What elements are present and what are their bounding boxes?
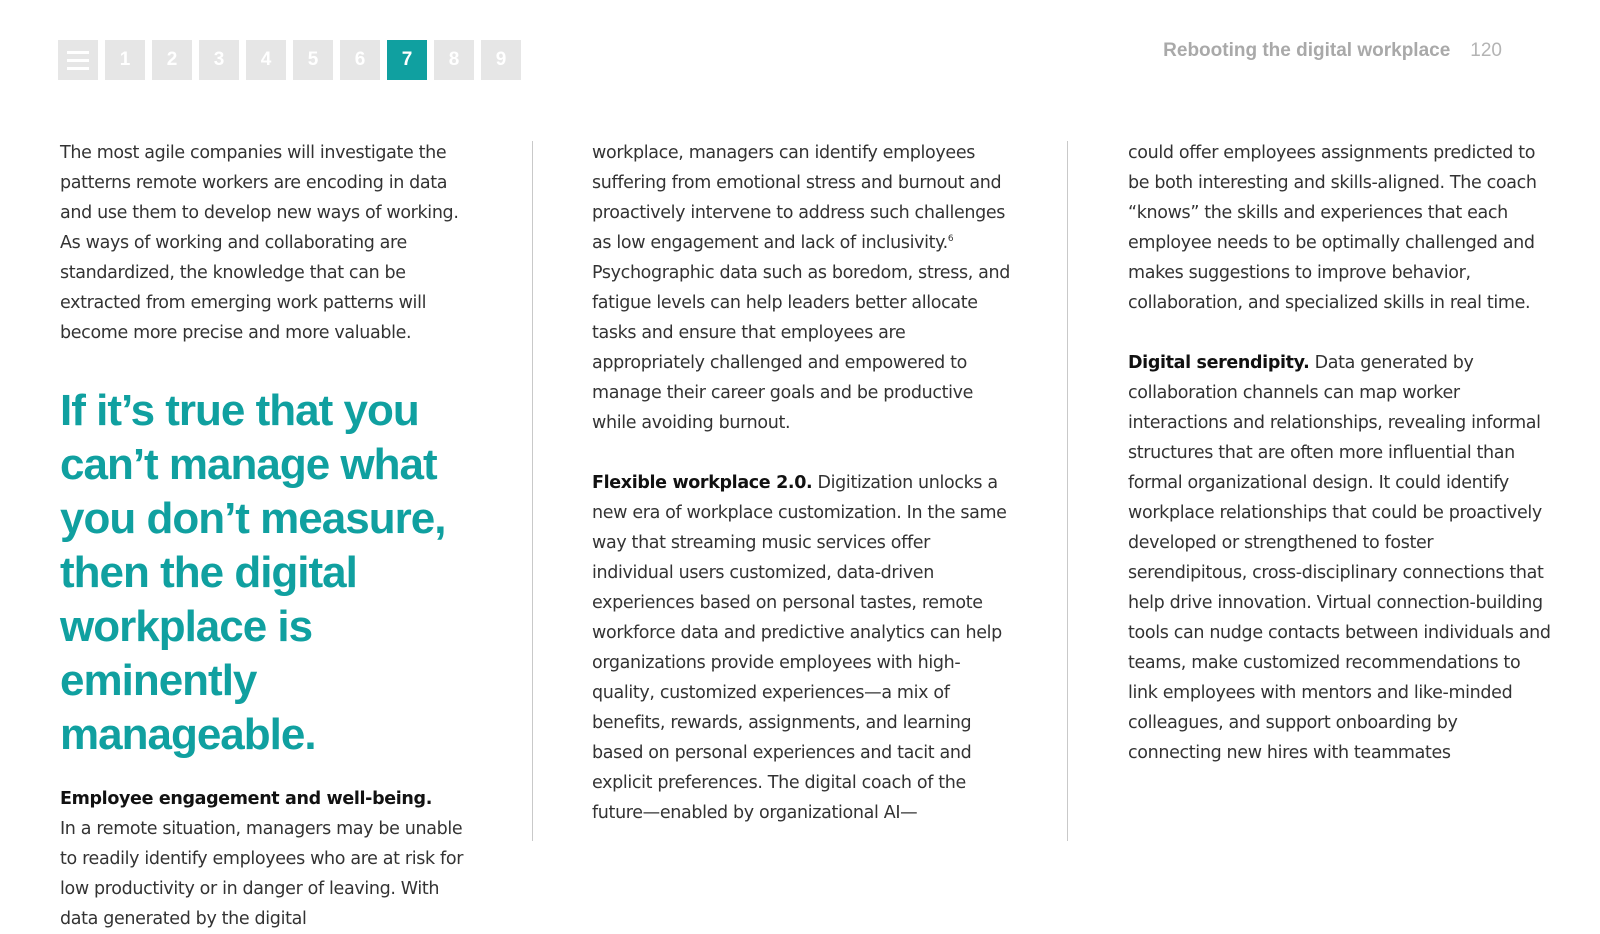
- page-button-7-active[interactable]: 7: [387, 40, 427, 80]
- section-heading-flexible: Flexible workplace 2.0.: [592, 473, 813, 493]
- page-button-8[interactable]: 8: [434, 40, 474, 80]
- engagement-paragraph: [60, 784, 478, 934]
- column-2: [592, 138, 1012, 828]
- section-heading-engagement: Employee engagement and well-being.: [60, 789, 433, 809]
- running-header: [1163, 40, 1502, 62]
- page-button-1[interactable]: 1: [105, 40, 145, 80]
- engagement-text: In a remote situation, managers may be unable to readily identify employees who are at risk for low productivity or in danger of leaving. With data generated by the digital: [60, 819, 464, 929]
- hamburger-menu-icon: [67, 51, 89, 70]
- wellbeing-paragraph: [592, 138, 1012, 438]
- paragraph-gap: [1128, 318, 1553, 348]
- page-button-3[interactable]: 3: [199, 40, 239, 80]
- page-button-4[interactable]: 4: [246, 40, 286, 80]
- page-button-5[interactable]: 5: [293, 40, 333, 80]
- flexible-workplace-paragraph: [592, 468, 1012, 828]
- page-button-6[interactable]: 6: [340, 40, 380, 80]
- coach-paragraph: could offer employees assignments predicted to be both interesting and skills-aligned. The coach “knows” the skills and experiences that each employee needs to be optimally challenged and makes suggestions to improve behavior, collaboration, and specialized skills in real time.: [1128, 143, 1537, 313]
- serendipity-text: Data generated by collaboration channels can map worker interactions and relationships, revealing informal structures that are often more influential than formal organizational design. It could identify workplace relationships that could be proactively developed or strengthened to foster serendipitous, cross-disciplinary connections that help drive innovation. Virtual connection-building tools can nudge contacts between individuals and teams, make customized recommendations to link employees with mentors and like-minded colleagues, and support onboarding by connecting new hires with teammates: [1128, 353, 1551, 763]
- wellbeing-text-a: workplace, managers can identify employees suffering from emotional stress and burnout and proactively intervene to address such challenges as low engagement and lack of inclusivity.: [592, 143, 1006, 253]
- pull-quote: If it’s true that you can’t manage what you don’t measure, then the digital workplace is eminently manageable.: [60, 386, 446, 759]
- page-navigation: [58, 40, 521, 80]
- flexible-text: Digitization unlocks a new era of workplace customization. In the same way that streaming music services offer individual users customized, data-driven experiences based on personal tastes, remote workforce data and predictive analytics can help organizations provide employees with high-quality, customized experiences—a mix of benefits, rewards, assignments, and learning based on personal experiences and tacit and explicit preferences. The digital coach of the future—enabled by organizational AI—: [592, 473, 1007, 823]
- wellbeing-text-b: Psychographic data such as boredom, stress, and fatigue levels can help leaders better allocate tasks and ensure that employees are appropriately challenged and empowered to manage their career goals and be productive while avoiding burnout.: [592, 263, 1011, 433]
- page-number: 120: [1470, 40, 1502, 61]
- column-divider: [532, 141, 533, 841]
- page-button-9[interactable]: 9: [481, 40, 521, 80]
- serendipity-paragraph: [1128, 348, 1553, 768]
- intro-paragraph: The most agile companies will investigate the patterns remote workers are encoding in data and use them to develop new ways of working. As ways of working and collaborating are standardized, the knowledge that can be extracted from emerging work patterns will become more precise and more valuable.: [60, 143, 459, 343]
- column-divider: [1067, 141, 1068, 841]
- footnote-ref[interactable]: 6: [947, 234, 954, 245]
- menu-button[interactable]: [58, 40, 98, 80]
- document-title: Rebooting the digital workplace: [1163, 40, 1451, 61]
- section-heading-serendipity: Digital serendipity.: [1128, 353, 1310, 373]
- paragraph-gap: [592, 438, 1012, 468]
- page-button-2[interactable]: 2: [152, 40, 192, 80]
- column-1: [60, 138, 478, 934]
- column-3: [1128, 138, 1553, 768]
